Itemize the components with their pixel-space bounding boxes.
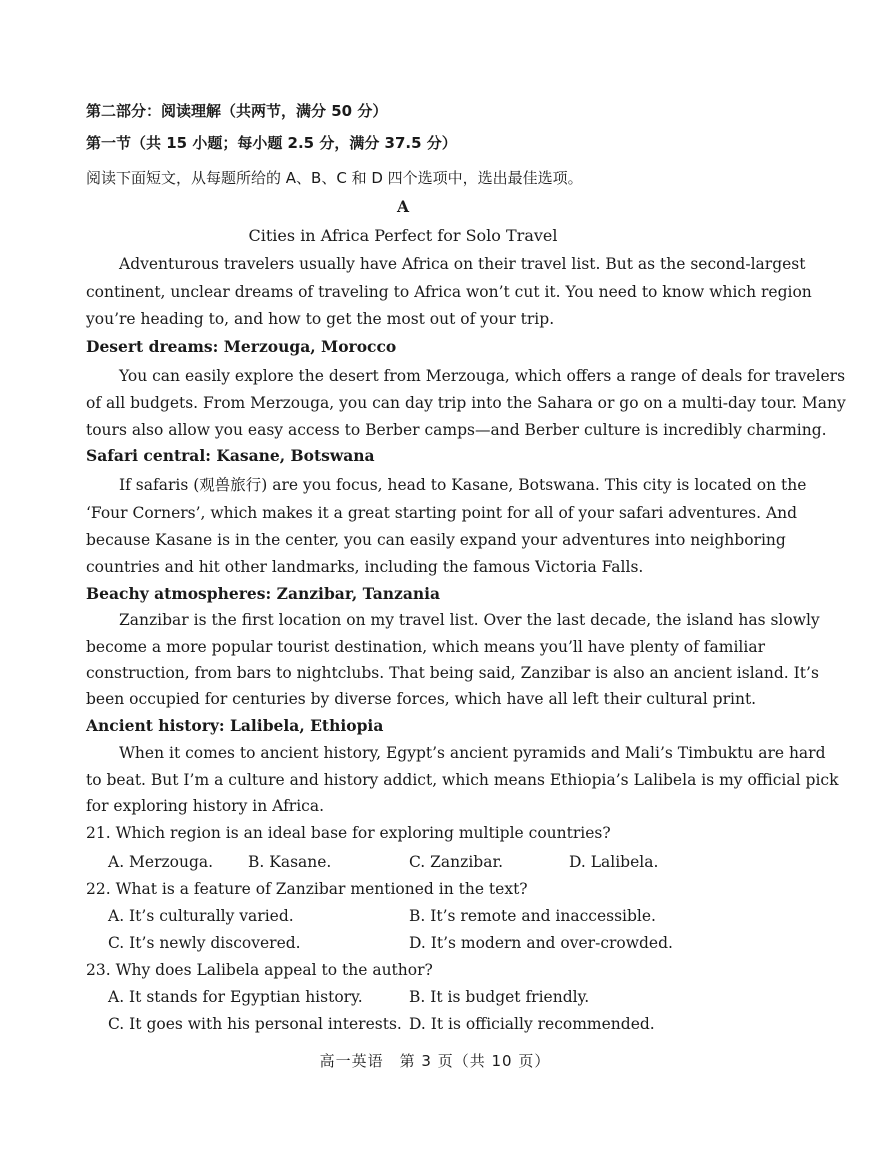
part-heading: 第二部分：阅读理解（共两节，满分 50 分）	[86, 102, 388, 120]
passage-title: Cities in Africa Perfect for Solo Travel	[248, 226, 558, 245]
paragraph-line: because Kasane is in the center, you can easily expand your adventures into neighboring	[86, 531, 786, 549]
question-23-stem: 23. Why does Lalibela appeal to the author?	[86, 961, 433, 979]
question-21-option-d[interactable]: D. Lalibela.	[569, 853, 659, 871]
question-21-option-a[interactable]: A. Merzouga.	[108, 853, 214, 871]
paragraph-line: You can easily explore the desert from Merzouga, which offers a range of deals for travelers	[119, 367, 846, 385]
section-heading-merzouga: Desert dreams: Merzouga, Morocco	[86, 337, 397, 356]
question-21-option-b[interactable]: B. Kasane.	[248, 853, 332, 871]
section-heading: 第一节（共 15 小题；每小题 2.5 分，满分 37.5 分）	[86, 134, 457, 152]
question-21-stem: 21. Which region is an ideal base for exploring multiple countries?	[86, 824, 611, 842]
paragraph-line: If safaris (观兽旅行) are you focus, head to Kasane, Botswana. This city is located on the	[119, 476, 807, 494]
question-23-option-d[interactable]: D. It is officially recommended.	[409, 1015, 655, 1033]
paragraph-line: to beat. But I’m a culture and history addict, which means Ethiopia’s Lalibela is my official pick	[86, 771, 839, 789]
paragraph-line: countries and hit other landmarks, including the famous Victoria Falls.	[86, 558, 644, 576]
paragraph-line: tours also allow you easy access to Berber camps—and Berber culture is incredibly charming.	[86, 421, 827, 439]
paragraph-line: ‘Four Corners’, which makes it a great starting point for all of your safari adventures. And	[86, 504, 798, 522]
instruction-text: 阅读下面短文，从每题所给的 A、B、C 和 D 四个选项中，选出最佳选项。	[86, 169, 583, 187]
question-22-option-a[interactable]: A. It’s culturally varied.	[108, 907, 294, 925]
page-footer: 高一英语 第 3 页（共 10 页）	[319, 1052, 551, 1070]
passage-letter: A	[396, 197, 410, 216]
intro-line: continent, unclear dreams of traveling to Africa won’t cut it. You need to know which region	[86, 283, 812, 301]
question-23-option-a[interactable]: A. It stands for Egyptian history.	[108, 988, 363, 1006]
paragraph-line: for exploring history in Africa.	[86, 797, 325, 815]
paragraph-line: construction, from bars to nightclubs. That being said, Zanzibar is also an ancient island. It’s	[86, 664, 819, 682]
section-heading-lalibela: Ancient history: Lalibela, Ethiopia	[86, 716, 384, 735]
paragraph-line: been occupied for centuries by diverse forces, which have all left their cultural print.	[86, 690, 757, 708]
question-23-option-b[interactable]: B. It is budget friendly.	[409, 988, 590, 1006]
question-22-option-c[interactable]: C. It’s newly discovered.	[108, 934, 301, 952]
question-21-option-c[interactable]: C. Zanzibar.	[409, 853, 504, 871]
question-22-stem: 22. What is a feature of Zanzibar mentioned in the text?	[86, 880, 528, 898]
question-22-option-d[interactable]: D. It’s modern and over-crowded.	[409, 934, 673, 952]
paragraph-line: of all budgets. From Merzouga, you can day trip into the Sahara or go on a multi-day tour. Many	[86, 394, 846, 412]
section-heading-kasane: Safari central: Kasane, Botswana	[86, 446, 375, 465]
intro-line: you’re heading to, and how to get the most out of your trip.	[86, 310, 555, 328]
intro-line: Adventurous travelers usually have Africa on their travel list. But as the second-largest	[119, 255, 806, 273]
section-heading-zanzibar: Beachy atmospheres: Zanzibar, Tanzania	[86, 584, 441, 603]
question-23-option-c[interactable]: C. It goes with his personal interests.	[108, 1015, 402, 1033]
paragraph-line: When it comes to ancient history, Egypt’s ancient pyramids and Mali’s Timbuktu are hard	[119, 744, 826, 762]
paragraph-line: become a more popular tourist destination, which means you’ll have plenty of familiar	[86, 638, 765, 656]
paragraph-line: Zanzibar is the first location on my travel list. Over the last decade, the island has slowly	[119, 611, 820, 629]
question-22-option-b[interactable]: B. It’s remote and inaccessible.	[409, 907, 656, 925]
